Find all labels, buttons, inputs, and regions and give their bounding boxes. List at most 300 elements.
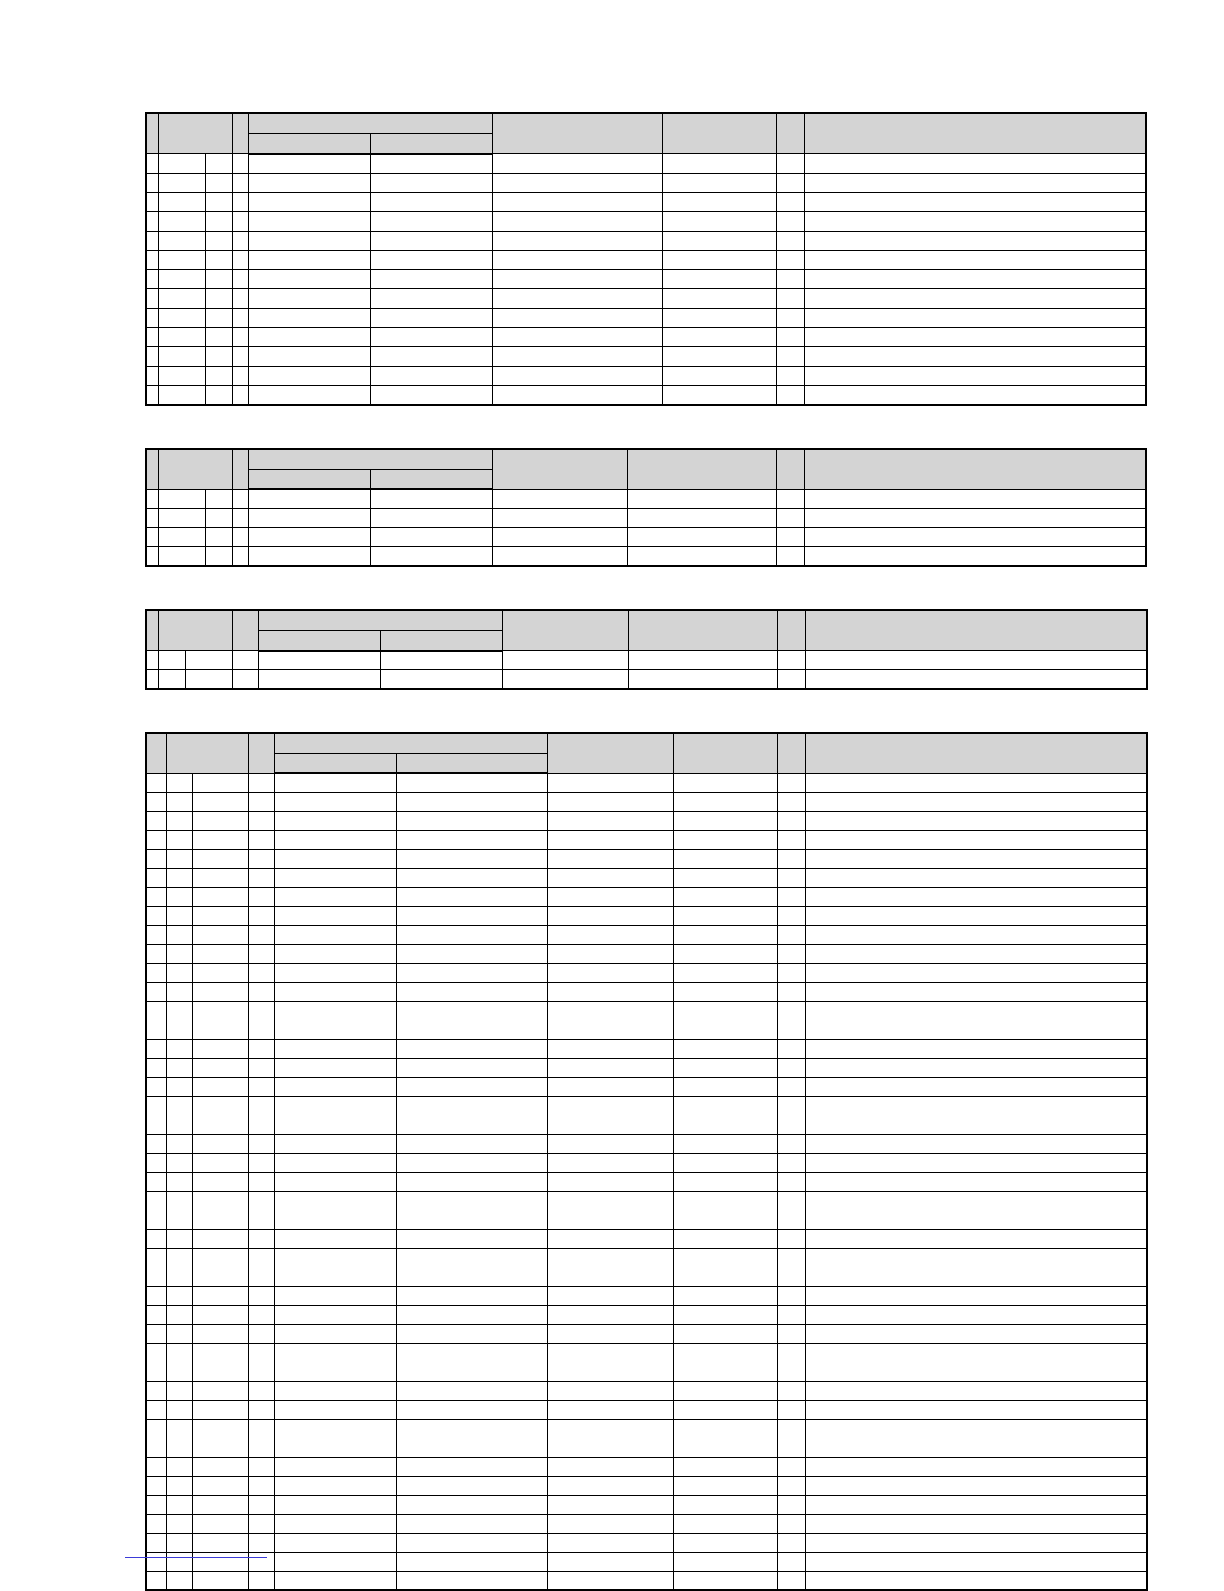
header-cell xyxy=(248,733,274,773)
table-cell xyxy=(777,651,805,670)
table-cell xyxy=(146,328,158,347)
table-cell xyxy=(146,250,158,269)
table-cell xyxy=(146,906,166,925)
table-2-body xyxy=(146,489,1146,566)
table-cell xyxy=(248,1077,274,1096)
table-cell xyxy=(248,1134,274,1153)
table-cell xyxy=(805,982,1147,1001)
table-cell xyxy=(777,1172,805,1191)
table-cell xyxy=(248,1248,274,1286)
table-cell xyxy=(248,906,274,925)
table-cell xyxy=(146,1514,166,1533)
table-cell xyxy=(248,1514,274,1533)
table-cell xyxy=(805,811,1147,830)
table-cell xyxy=(248,212,370,231)
table-cell xyxy=(492,489,627,508)
table-cell xyxy=(166,1343,192,1381)
table-cell xyxy=(166,1286,192,1305)
table-cell xyxy=(248,1324,274,1343)
table-cell xyxy=(805,868,1147,887)
table-cell xyxy=(192,792,248,811)
table-cell xyxy=(805,1514,1147,1533)
table-cell xyxy=(274,1457,396,1476)
table-row xyxy=(146,1552,1147,1571)
table-cell xyxy=(274,1514,396,1533)
table-cell xyxy=(370,489,492,508)
table-cell xyxy=(192,944,248,963)
table-cell xyxy=(146,173,158,192)
table-row xyxy=(146,212,1146,231)
table-cell xyxy=(547,830,673,849)
table-cell xyxy=(777,811,805,830)
table-cell xyxy=(492,328,662,347)
table-cell xyxy=(232,173,248,192)
header-cell xyxy=(146,449,158,489)
table-cell xyxy=(547,811,673,830)
table-cell xyxy=(166,1305,192,1324)
table-cell xyxy=(547,1172,673,1191)
table-cell xyxy=(166,887,192,906)
header-cell xyxy=(232,449,248,489)
table-cell xyxy=(146,1191,166,1229)
table-cell xyxy=(158,489,205,508)
table-cell xyxy=(192,963,248,982)
header-cell xyxy=(777,733,805,773)
table-cell xyxy=(274,1077,396,1096)
table-cell xyxy=(777,1248,805,1286)
table-cell xyxy=(673,1153,777,1172)
table-cell xyxy=(673,1305,777,1324)
table-cell xyxy=(547,963,673,982)
table-cell xyxy=(805,1058,1147,1077)
table-cell xyxy=(492,173,662,192)
table-cell xyxy=(166,1039,192,1058)
table-row xyxy=(146,270,1146,289)
table-row xyxy=(146,386,1146,405)
table-cell xyxy=(248,509,370,528)
table-row xyxy=(146,1400,1147,1419)
table-row xyxy=(146,1077,1147,1096)
table-cell xyxy=(274,1381,396,1400)
table-cell xyxy=(547,925,673,944)
table-cell xyxy=(205,212,232,231)
table-cell xyxy=(146,773,166,792)
table-cell xyxy=(805,906,1147,925)
table-row xyxy=(146,308,1146,327)
table-cell xyxy=(146,982,166,1001)
table-cell xyxy=(777,1001,805,1039)
header-cell xyxy=(628,610,777,651)
table-cell xyxy=(205,173,232,192)
table-row xyxy=(146,773,1147,792)
table-cell xyxy=(166,1476,192,1495)
table-cell xyxy=(192,1286,248,1305)
header-cell xyxy=(492,113,662,154)
table-cell xyxy=(370,289,492,308)
table-row xyxy=(146,1305,1147,1324)
table-cell xyxy=(805,1552,1147,1571)
table-cell xyxy=(776,386,804,405)
table-cell xyxy=(662,192,776,211)
table-cell xyxy=(662,154,776,173)
table-cell xyxy=(232,289,248,308)
table-cell xyxy=(146,1552,166,1571)
table-cell xyxy=(804,328,1146,347)
header-cell xyxy=(248,469,370,489)
table-cell xyxy=(274,1134,396,1153)
table-cell xyxy=(166,982,192,1001)
table-cell xyxy=(777,1381,805,1400)
table-cell xyxy=(146,830,166,849)
table-cell xyxy=(776,173,804,192)
table-cell xyxy=(547,1419,673,1457)
table-cell xyxy=(673,1286,777,1305)
table-cell xyxy=(158,308,205,327)
table-cell xyxy=(232,651,258,670)
table-cell xyxy=(232,231,248,250)
table-cell xyxy=(776,547,804,566)
table-cell xyxy=(274,1400,396,1419)
table-cell xyxy=(673,1514,777,1533)
table-cell xyxy=(547,792,673,811)
table-cell xyxy=(777,1134,805,1153)
table-cell xyxy=(205,347,232,366)
table-cell xyxy=(158,328,205,347)
table-cell xyxy=(166,1495,192,1514)
table-cell xyxy=(248,386,370,405)
table-cell xyxy=(804,528,1146,547)
table-cell xyxy=(396,1419,547,1457)
table-cell xyxy=(146,489,158,508)
table-cell xyxy=(662,366,776,385)
table-cell xyxy=(205,270,232,289)
table-cell xyxy=(805,925,1147,944)
table-cell xyxy=(396,792,547,811)
table-cell xyxy=(396,1514,547,1533)
table-cell xyxy=(232,489,248,508)
table-cell xyxy=(805,1153,1147,1172)
table-cell xyxy=(805,1039,1147,1058)
table-row xyxy=(146,1495,1147,1514)
header-cell xyxy=(804,113,1146,154)
table-cell xyxy=(185,670,232,689)
table-cell xyxy=(662,289,776,308)
table-cell xyxy=(248,944,274,963)
table-row xyxy=(146,651,1147,670)
table-cell xyxy=(248,231,370,250)
table-cell xyxy=(673,773,777,792)
table-cell xyxy=(805,773,1147,792)
table-cell xyxy=(158,250,205,269)
table-cell xyxy=(158,509,205,528)
table-cell xyxy=(673,1324,777,1343)
table-cell xyxy=(166,1096,192,1134)
table-cell xyxy=(146,528,158,547)
table-cell xyxy=(804,347,1146,366)
table-cell xyxy=(192,1058,248,1077)
header-cell xyxy=(547,733,673,773)
table-cell xyxy=(396,849,547,868)
table-cell xyxy=(205,289,232,308)
table-cell xyxy=(547,1191,673,1229)
table-cell xyxy=(492,212,662,231)
table-cell xyxy=(192,1324,248,1343)
table-row xyxy=(146,925,1147,944)
table-cell xyxy=(805,1381,1147,1400)
table-cell xyxy=(396,906,547,925)
table-cell xyxy=(274,1172,396,1191)
table-cell xyxy=(805,792,1147,811)
table-cell xyxy=(547,1229,673,1248)
table-row xyxy=(146,509,1146,528)
table-cell xyxy=(370,308,492,327)
table-cell xyxy=(777,1476,805,1495)
table-cell xyxy=(192,830,248,849)
table-cell xyxy=(205,308,232,327)
table-cell xyxy=(673,1039,777,1058)
table-cell xyxy=(248,1457,274,1476)
table-row xyxy=(146,1419,1147,1457)
header-cell xyxy=(258,630,380,650)
table-cell xyxy=(158,386,205,405)
table-cell xyxy=(158,528,205,547)
table-cell xyxy=(777,1495,805,1514)
table-cell xyxy=(248,811,274,830)
table-cell xyxy=(673,1381,777,1400)
table-cell xyxy=(396,925,547,944)
table-cell xyxy=(673,1172,777,1191)
table-row xyxy=(146,1324,1147,1343)
table-cell xyxy=(396,1533,547,1552)
table-cell xyxy=(166,1514,192,1533)
table-cell xyxy=(146,270,158,289)
table-cell xyxy=(380,670,502,689)
table-cell xyxy=(492,289,662,308)
table-cell xyxy=(396,868,547,887)
table-cell xyxy=(146,347,158,366)
table-cell xyxy=(248,1191,274,1229)
table-row xyxy=(146,906,1147,925)
table-cell xyxy=(274,1343,396,1381)
table-cell xyxy=(232,192,248,211)
table-cell xyxy=(804,509,1146,528)
table-cell xyxy=(274,1495,396,1514)
table-cell xyxy=(274,963,396,982)
table-cell xyxy=(777,830,805,849)
footer-link-underline[interactable] xyxy=(125,1557,267,1558)
table-cell xyxy=(777,1343,805,1381)
table-cell xyxy=(805,963,1147,982)
table-cell xyxy=(248,1286,274,1305)
table-cell xyxy=(192,1495,248,1514)
table-cell xyxy=(274,944,396,963)
table-cell xyxy=(166,1419,192,1457)
table-cell xyxy=(146,1039,166,1058)
table-cell xyxy=(805,651,1147,670)
header-cell xyxy=(370,133,492,153)
table-row xyxy=(146,528,1146,547)
table-cell xyxy=(146,1172,166,1191)
table-row xyxy=(146,792,1147,811)
table-cell xyxy=(396,1324,547,1343)
table-cell xyxy=(192,1419,248,1457)
table-cell xyxy=(158,212,205,231)
table-row xyxy=(146,1153,1147,1172)
table-cell xyxy=(274,1571,396,1590)
table-cell xyxy=(248,528,370,547)
table-cell xyxy=(248,173,370,192)
table-cell xyxy=(777,963,805,982)
table-cell xyxy=(166,925,192,944)
table-row xyxy=(146,944,1147,963)
table-cell xyxy=(232,547,248,566)
table-cell xyxy=(158,289,205,308)
table-cell xyxy=(146,154,158,173)
table-cell xyxy=(547,887,673,906)
table-cell xyxy=(673,1229,777,1248)
table-cell xyxy=(777,1229,805,1248)
header-cell xyxy=(492,449,627,489)
table-cell xyxy=(492,547,627,566)
table-cell xyxy=(192,1077,248,1096)
table-cell xyxy=(805,1476,1147,1495)
table-cell xyxy=(492,154,662,173)
table-cell xyxy=(370,547,492,566)
table-cell xyxy=(232,250,248,269)
table-cell xyxy=(380,651,502,670)
table-cell xyxy=(274,773,396,792)
table-cell xyxy=(396,773,547,792)
table-cell xyxy=(158,547,205,566)
table-row xyxy=(146,1514,1147,1533)
table-cell xyxy=(146,1457,166,1476)
table-cell xyxy=(205,328,232,347)
table-cell xyxy=(396,1286,547,1305)
table-cell xyxy=(146,1096,166,1134)
table-cell xyxy=(274,811,396,830)
table-cell xyxy=(805,1096,1147,1134)
table-cell xyxy=(274,887,396,906)
table-cell xyxy=(158,270,205,289)
table-cell xyxy=(805,887,1147,906)
table-cell xyxy=(627,547,776,566)
table-cell xyxy=(547,1571,673,1590)
table-cell xyxy=(166,1400,192,1419)
table-cell xyxy=(166,868,192,887)
table-cell xyxy=(146,868,166,887)
table-cell xyxy=(248,250,370,269)
table-cell xyxy=(232,670,258,689)
table-cell xyxy=(232,528,248,547)
table-cell xyxy=(185,651,232,670)
table-cell xyxy=(776,192,804,211)
table-cell xyxy=(248,1571,274,1590)
table-cell xyxy=(192,1153,248,1172)
table-cell xyxy=(492,528,627,547)
table-cell xyxy=(248,1343,274,1381)
table-cell xyxy=(502,670,628,689)
table-cell xyxy=(396,1172,547,1191)
table-row xyxy=(146,250,1146,269)
table-cell xyxy=(492,270,662,289)
table-cell xyxy=(396,963,547,982)
table-cell xyxy=(166,830,192,849)
table-cell xyxy=(547,1324,673,1343)
table-row xyxy=(146,1229,1147,1248)
table-cell xyxy=(192,1039,248,1058)
table-cell xyxy=(192,1343,248,1381)
header-cell xyxy=(370,469,492,489)
table-row xyxy=(146,1533,1147,1552)
table-cell xyxy=(192,1248,248,1286)
table-row xyxy=(146,192,1146,211)
table-cell xyxy=(192,925,248,944)
table-cell xyxy=(232,154,248,173)
table-cell xyxy=(673,925,777,944)
table-cell xyxy=(232,328,248,347)
table-cell xyxy=(370,173,492,192)
table-cell xyxy=(192,1400,248,1419)
table-cell xyxy=(274,1419,396,1457)
header-cell xyxy=(805,610,1147,651)
table-cell xyxy=(166,1134,192,1153)
table-cell xyxy=(547,1400,673,1419)
table-row xyxy=(146,1248,1147,1286)
table-cell xyxy=(146,1077,166,1096)
table-cell xyxy=(777,1058,805,1077)
table-cell xyxy=(274,849,396,868)
table-cell xyxy=(274,906,396,925)
table-cell xyxy=(777,1400,805,1419)
table-cell xyxy=(777,670,805,689)
table-cell xyxy=(628,651,777,670)
header-cell xyxy=(274,753,396,773)
table-row xyxy=(146,1381,1147,1400)
table-row xyxy=(146,811,1147,830)
table-cell xyxy=(492,366,662,385)
table-cell xyxy=(673,963,777,982)
table-cell xyxy=(805,1001,1147,1039)
table-cell xyxy=(776,489,804,508)
header-cell xyxy=(248,133,370,153)
table-cell xyxy=(166,1457,192,1476)
table-cell xyxy=(547,1476,673,1495)
table-row xyxy=(146,173,1146,192)
table-cell xyxy=(192,1514,248,1533)
table-cell xyxy=(205,154,232,173)
table-cell xyxy=(804,250,1146,269)
table-cell xyxy=(804,270,1146,289)
table-cell xyxy=(248,489,370,508)
table-cell xyxy=(248,1476,274,1495)
table-cell xyxy=(146,1001,166,1039)
table-cell xyxy=(192,868,248,887)
table-cell xyxy=(146,547,158,566)
table-cell xyxy=(673,1058,777,1077)
table-cell xyxy=(492,386,662,405)
table-cell xyxy=(805,1305,1147,1324)
table-cell xyxy=(804,231,1146,250)
table-cell xyxy=(166,1077,192,1096)
table-cell xyxy=(805,1248,1147,1286)
table-row xyxy=(146,1191,1147,1229)
table-cell xyxy=(192,1476,248,1495)
table-cell xyxy=(205,231,232,250)
table-cell xyxy=(396,1248,547,1286)
table-row xyxy=(146,366,1146,385)
header-cell xyxy=(158,113,232,154)
table-cell xyxy=(370,509,492,528)
